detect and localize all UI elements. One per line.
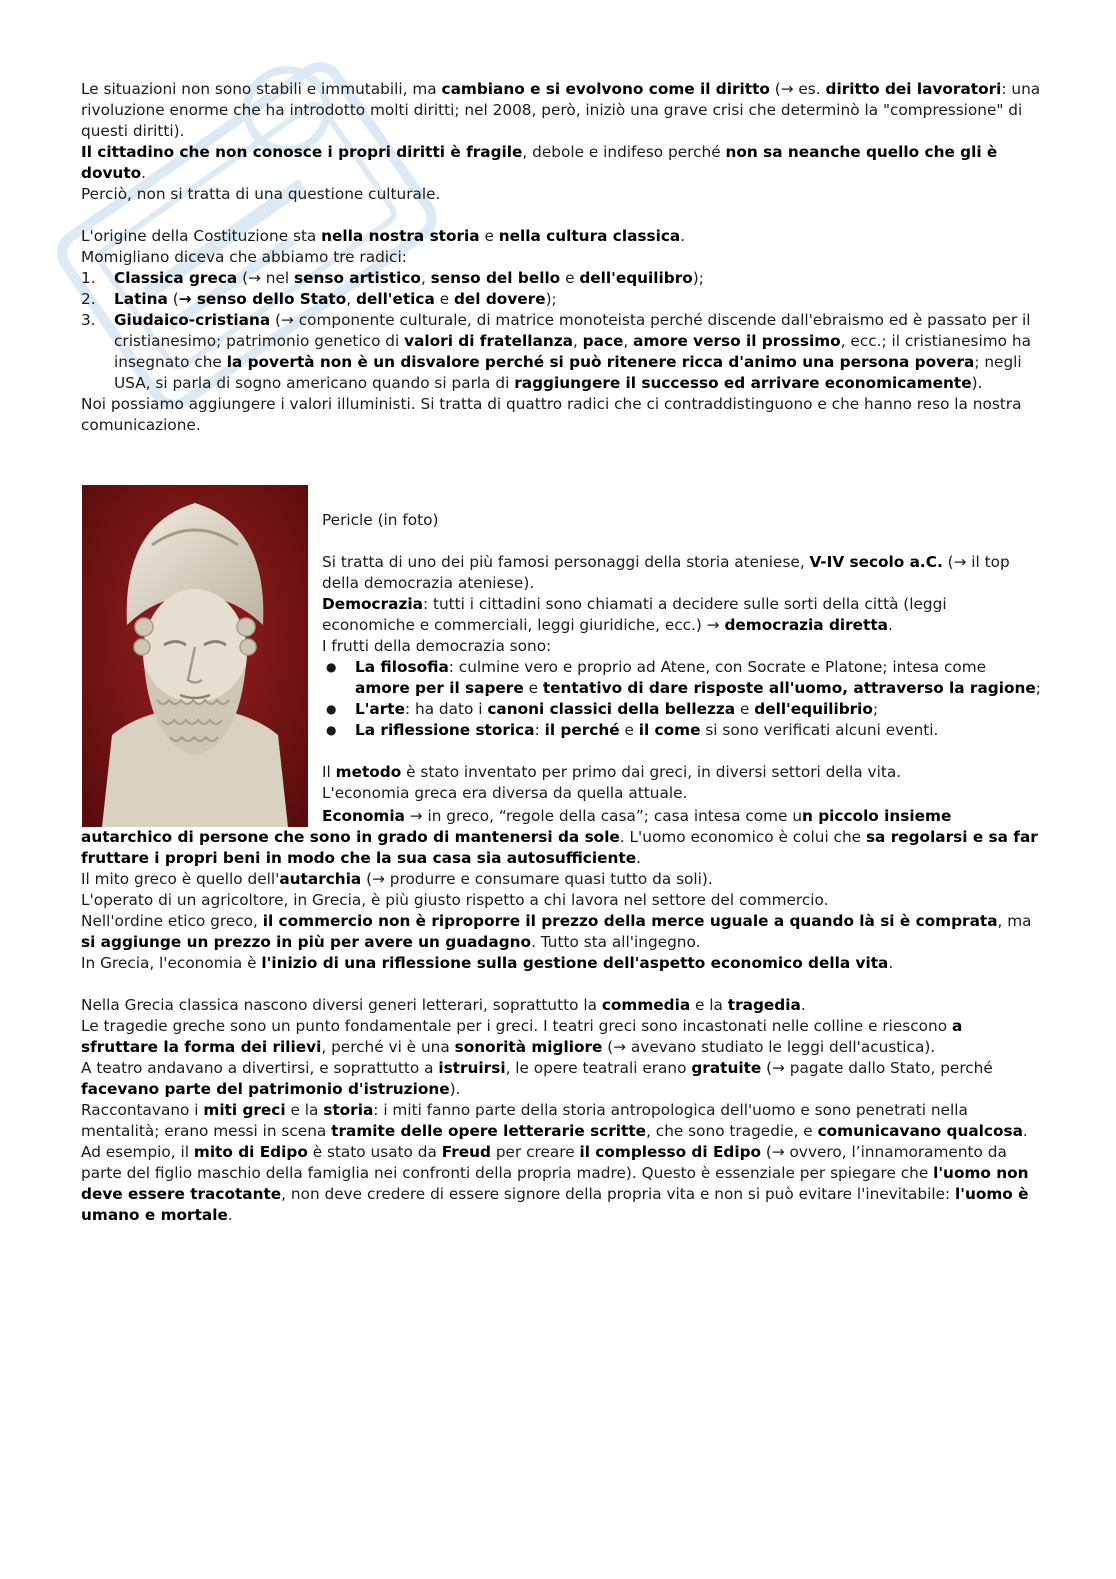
roots-list (81, 268, 1041, 394)
list-item: 1. Classica greca (→ nel senso artistico, senso del bello e dell'equilibro); (81, 269, 704, 287)
pericle-section (81, 485, 1041, 835)
ethics-paragraph: Nell'ordine etico greco, il commercio non è riproporre il prezzo della merce uguale a quando là si è comprata, ma si aggiunge un prezzo in più per avere un guadagno. Tutto sta all'ingegno. (81, 912, 1032, 951)
method-paragraph: Il metodo è stato inventato per primo dai greci, in diversi settori della vita. (322, 763, 902, 781)
pericle-photo (82, 485, 308, 827)
pericle-text (322, 510, 1042, 804)
illuminist-paragraph: Noi possiamo aggiungere i valori illuministi. Si tratta di quattro radici che ci contraddistinguono e che hanno reso la nostra comunicazione. (81, 395, 1022, 434)
list-item: ● La filosofia: culmine vero e proprio ad Atene, con Socrate e Platone; intesa come amore per il sapere e tentativo di dare risposte all'uomo, attraverso la ragione; (326, 658, 1041, 697)
fruits-intro: I frutti della democrazia sono: (322, 637, 552, 655)
list-item: 3. Giudaico-cristiana (→ componente culturale, di matrice monoteista perché discende dall'ebraismo ed è passato per il cristianesimo; patrimonio genetico di valori di fratellanza, pace, amore verso il prossimo, ecc.; il cristianesimo ha insegnato che la povertà non è un disvalore perché si può ritenere ricca d'animo una persona povera; negli USA, si parla di sogno americano quando si parla di raggiungere il successo ed arrivare economicamente). (81, 311, 1031, 392)
theatre-paragraph: A teatro andavano a divertirsi, e soprattutto a istruirsi, le opere teatrali erano gratuite (→ pagate dallo Stato, perché facevano parte del patrimonio d'istruzione). (81, 1059, 993, 1098)
culture-paragraph: Perciò, non si tratta di una questione culturale. (81, 185, 441, 203)
photo-caption: Pericle (in foto) (322, 511, 439, 529)
farmer-paragraph: L'operato di un agricoltore, in Grecia, è più giusto rispetto a chi lavora nel settore del commercio. (81, 891, 829, 909)
oedipus-paragraph: Ad esempio, il mito di Edipo è stato usato da Freud per creare il complesso di Edipo (→ ovvero, l’innamoramento da parte del figlio maschio della famiglia nei confronti della propria madre). Questo è essenziale per spiegare che l'uomo non deve essere tracotante, non deve credere di essere signore della propria vita e non si può evitare l'inevitabile: l'uomo è umano e mortale. (81, 1143, 1029, 1224)
list-item: 2. Latina (→ senso dello Stato, dell'etica e del dovere); (81, 290, 557, 308)
intro-paragraph: Le situazioni non sono stabili e immutabili, ma cambiano e si evolvono come il diritto (→ es. diritto dei lavoratori: una rivoluzione enorme che ha introdotto molti diritti; nel 2008, però, iniziò una grave crisi che determinò la "compressione" di questi diritti). (81, 80, 1041, 140)
citizen-paragraph: Il cittadino che non conosce i propri diritti è fragile, debole e indifeso perché non sa neanche quello che gli è dovuto. (81, 143, 998, 182)
tragedies-paragraph: Le tragedie greche sono un punto fondamentale per i greci. I teatri greci sono incastonati nelle colline e riescono a sfruttare la forma dei rilievi, perché vi è una sonorità migliore (→ avevano studiato le leggi dell'acustica). (81, 1017, 963, 1056)
genres-paragraph: Nella Grecia classica nascono diversi generi letterari, soprattutto la commedia e la tragedia. (81, 996, 806, 1014)
economy-paragraph: Economia → in greco, “regole della casa”; casa intesa come un piccolo insieme autarchico di persone che sono in grado di mantenersi da sole. L'uomo economico è colui che sa regolarsi e sa far fruttare i propri beni in modo che la sua casa sia autosufficiente. (81, 807, 1038, 867)
momigliano-paragraph: Momigliano diceva che abbiamo tre radici: (81, 248, 407, 266)
fruits-list (322, 657, 1042, 741)
document-body (81, 79, 1041, 1226)
origin-paragraph: L'origine della Costituzione sta nella nostra storia e nella cultura classica. (81, 227, 686, 245)
list-item: ● La riflessione storica: il perché e il come si sono verificati alcuni eventi. (326, 721, 939, 739)
greece-economy-paragraph: In Grecia, l'economia è l'inizio di una riflessione sulla gestione dell'aspetto economico della vita. (81, 954, 894, 972)
list-item: ● L'arte: ha dato i canoni classici della bellezza e dell'equilibrio; (326, 700, 879, 718)
myths-paragraph: Raccontavano i miti greci e la storia: i miti fanno parte della storia antropologica dell'uomo e sono penetrati nella mentalità; erano messi in scena tramite delle opere letterarie scritte, che sono tragedie, e comunicavano qualcosa. (81, 1101, 1028, 1140)
economy-intro: L'economia greca era diversa da quella attuale. (322, 784, 688, 802)
democracy-paragraph: Democrazia: tutti i cittadini sono chiamati a decidere sulle sorti della città (leggi economiche e commerciali, leggi giuridiche, ecc.) → democrazia diretta. (322, 595, 947, 634)
autarchy-paragraph: Il mito greco è quello dell'autarchia (→ produrre e consumare quasi tutto da soli). (81, 870, 713, 888)
pericle-paragraph: Si tratta di uno dei più famosi personaggi della storia ateniese, V-IV secolo a.C. (→ il top della democrazia ateniese). (322, 553, 1010, 592)
